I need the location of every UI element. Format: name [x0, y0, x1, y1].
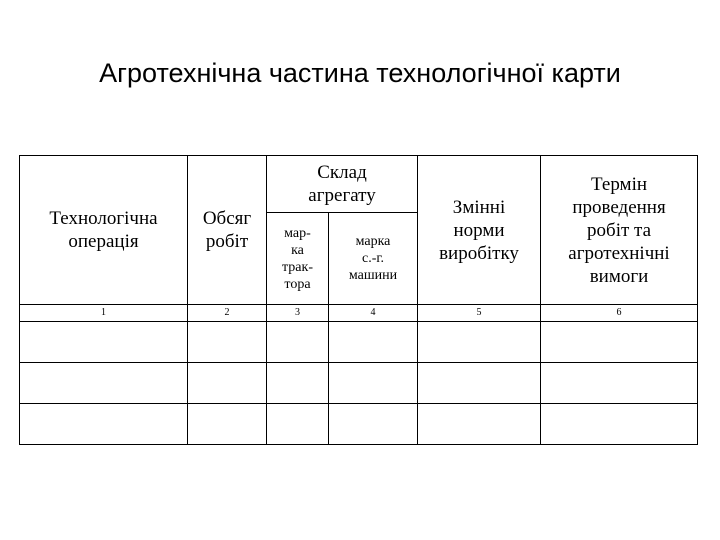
header-operation: Технологічна операція: [20, 156, 188, 305]
table-row: [20, 322, 698, 363]
table-cell[interactable]: [20, 404, 188, 445]
table-cell[interactable]: [267, 363, 329, 404]
slide-title: Агротехнічна частина технологічної карти: [99, 58, 621, 88]
table-cell[interactable]: [329, 322, 418, 363]
table-cell[interactable]: [541, 404, 698, 445]
table-cell[interactable]: [418, 363, 541, 404]
table-cell[interactable]: [541, 322, 698, 363]
header-shift-norms: Змінні норми виробітку: [418, 156, 541, 305]
table-cell[interactable]: [20, 322, 188, 363]
table-cell[interactable]: [329, 363, 418, 404]
column-number-row: [20, 305, 698, 322]
column-number: 2: [188, 305, 267, 322]
table-cell[interactable]: [418, 404, 541, 445]
table-cell[interactable]: [188, 363, 267, 404]
table-cell[interactable]: [418, 322, 541, 363]
column-number: 6: [541, 305, 698, 322]
header-volume: Обсяг робіт: [188, 156, 267, 305]
column-number: 1: [20, 305, 188, 322]
header-machine-brand: марка с.-г. машини: [329, 213, 418, 305]
column-number: 4: [329, 305, 418, 322]
table-cell[interactable]: [541, 363, 698, 404]
table-row: [20, 404, 698, 445]
table-row: [20, 363, 698, 404]
table-cell[interactable]: [267, 322, 329, 363]
technology-card-table: [19, 155, 698, 445]
table-cell[interactable]: [20, 363, 188, 404]
header-unit-composition: Склад агрегату: [267, 156, 418, 213]
column-number: 3: [267, 305, 329, 322]
table-cell[interactable]: [188, 322, 267, 363]
table-cell[interactable]: [329, 404, 418, 445]
table-cell[interactable]: [267, 404, 329, 445]
column-number: 5: [418, 305, 541, 322]
header-term-requirements: Термін проведення робіт та агротехнічні вимоги: [541, 156, 698, 305]
table-cell[interactable]: [188, 404, 267, 445]
header-tractor-brand: мар- ка трак- тора: [267, 213, 329, 305]
